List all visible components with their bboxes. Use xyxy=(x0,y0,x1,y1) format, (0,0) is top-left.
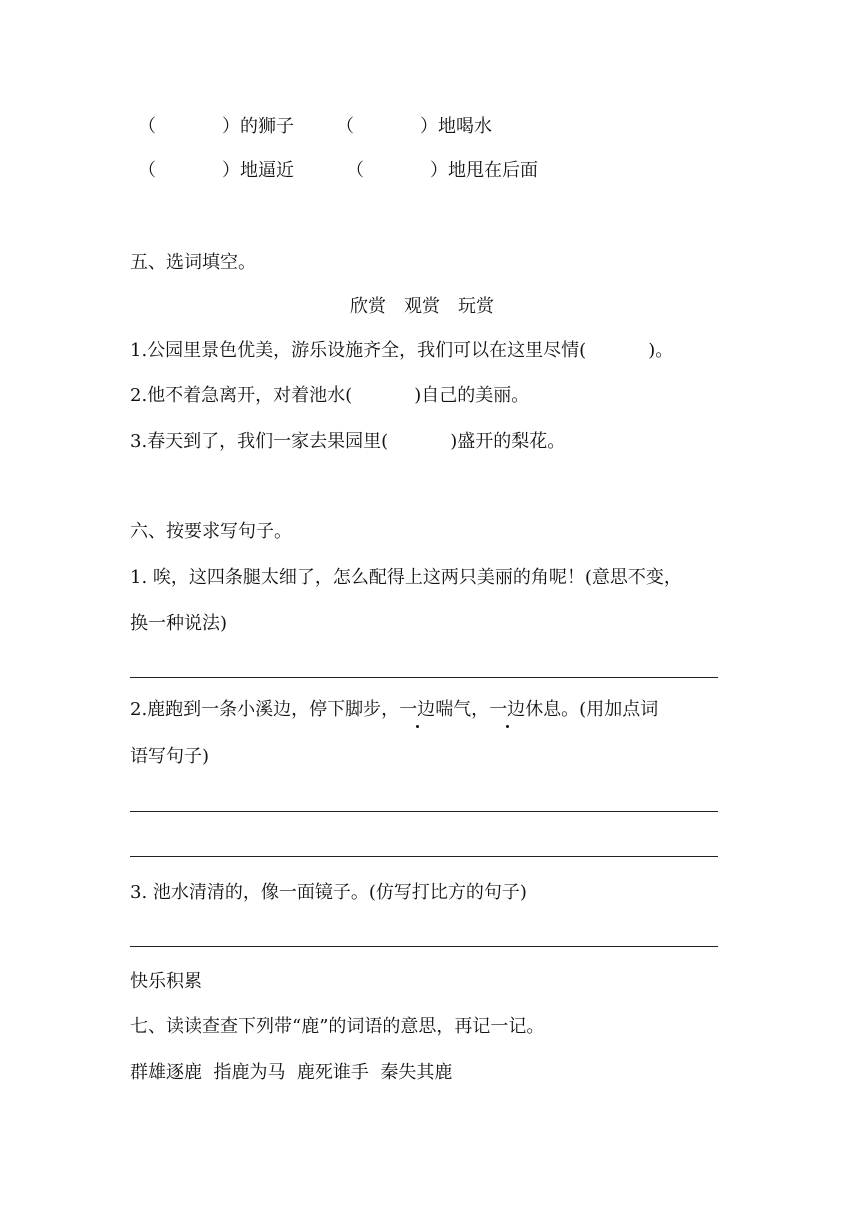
phrase: ）地喝水 xyxy=(420,116,492,137)
phrase: ）地逼近 xyxy=(222,160,294,181)
question-text: 1.公园里景色优美，游乐设施齐全，我们可以在这里尽情( xyxy=(130,340,587,361)
paren-open: （ xyxy=(138,116,156,137)
question-text: 喘气， xyxy=(435,699,490,720)
question-text: 休息。(用加点词 xyxy=(525,699,659,720)
idiom-list: 群雄逐鹿 指鹿为马 鹿死谁手 秦失其鹿 xyxy=(130,1062,453,1083)
answer-line-6-2a[interactable] xyxy=(130,811,718,812)
question-6-2-line-1 xyxy=(130,701,658,719)
section-6-heading: 六、按要求写句子。 xyxy=(130,521,292,542)
section-5-heading: 五、选词填空。 xyxy=(130,252,256,273)
answer-line-6-3[interactable] xyxy=(130,946,718,947)
paren-open: （ xyxy=(336,116,354,137)
dotted-word: 一边 xyxy=(399,699,436,720)
question-6-2-line-2: 语写句子) xyxy=(130,746,210,767)
section-title-accumulate: 快乐积累 xyxy=(130,971,202,992)
word-options: 欣赏 观赏 玩赏 xyxy=(350,296,494,317)
section-7-heading: 七、读读查查下列带“鹿”的词语的意思，再记一记。 xyxy=(130,1016,545,1037)
question-6-1-line-2: 换一种说法) xyxy=(130,613,228,634)
question-5-3 xyxy=(130,433,565,451)
dotted-word: 一边 xyxy=(489,699,526,720)
answer-line-6-1[interactable] xyxy=(130,677,718,678)
fill-row-1a xyxy=(138,118,294,136)
phrase: ）的狮子 xyxy=(222,116,294,137)
question-5-2 xyxy=(130,387,529,405)
fill-row-2b xyxy=(346,162,538,180)
question-text: 3.春天到了，我们一家去果园里( xyxy=(130,431,389,452)
question-text-end: )自己的美丽。 xyxy=(414,385,530,406)
answer-line-6-2b[interactable] xyxy=(130,856,718,857)
question-text-end: )盛开的梨花。 xyxy=(450,431,566,452)
question-6-1-line-1: 1. 唉，这四条腿太细了，怎么配得上这两只美丽的角呢！(意思不变， xyxy=(130,567,682,588)
question-5-1 xyxy=(130,342,673,360)
fill-row-2a xyxy=(138,162,294,180)
question-text-end: )。 xyxy=(648,340,674,361)
question-text: 2.他不着急离开，对着池水( xyxy=(130,385,353,406)
fill-row-1b xyxy=(336,118,492,136)
phrase: ）地甩在后面 xyxy=(430,160,538,181)
paren-open: （ xyxy=(138,160,156,181)
question-text: 2.鹿跑到一条小溪边，停下脚步， xyxy=(130,699,400,720)
paren-open: （ xyxy=(346,160,364,181)
question-6-3: 3. 池水清清的，像一面镜子。(仿写打比方的句子) xyxy=(130,882,527,903)
